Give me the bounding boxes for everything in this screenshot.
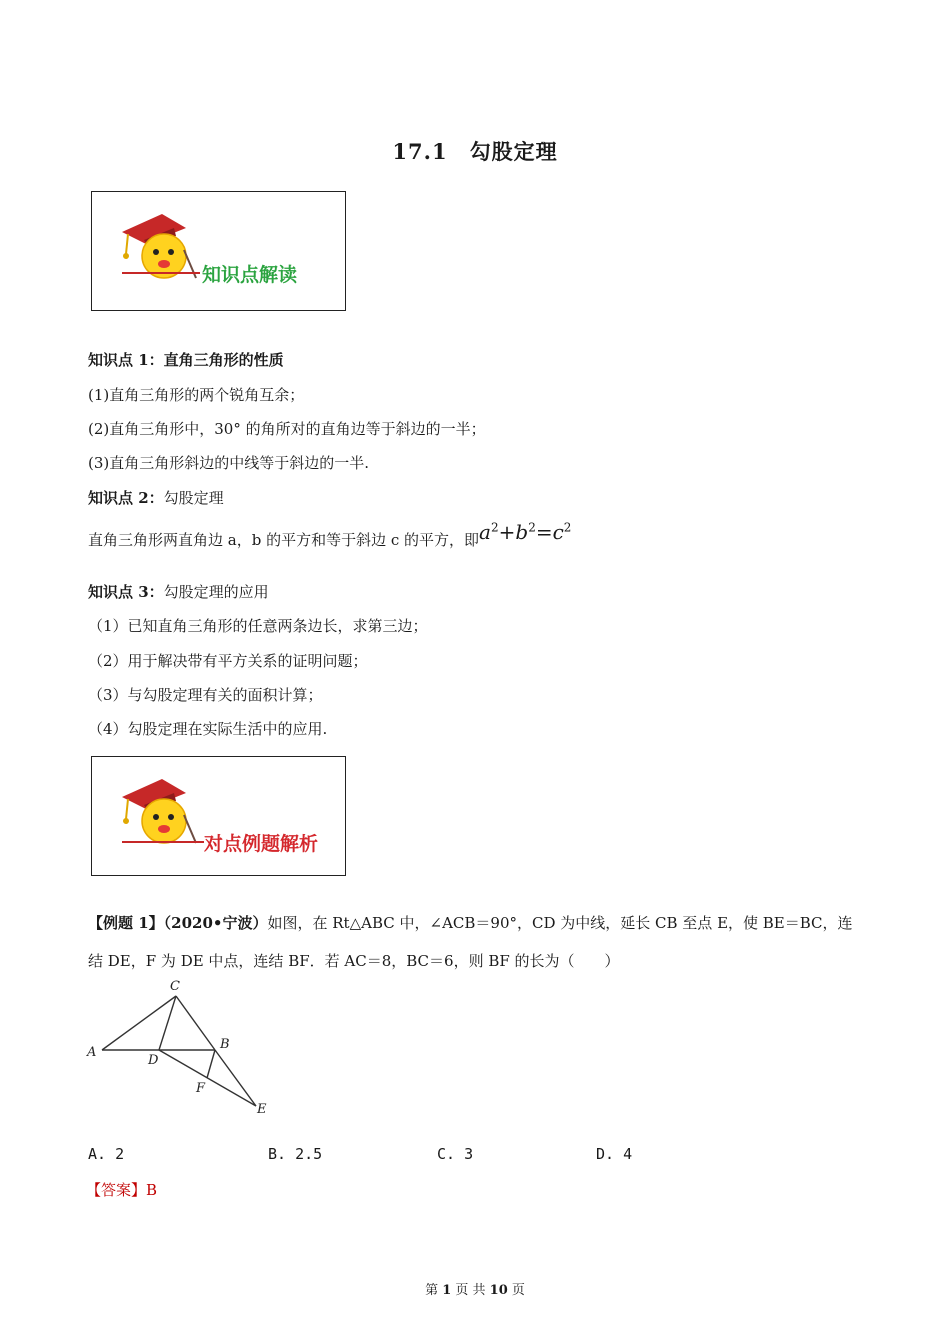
- kp1-heading: 知识点 1：直角三角形的性质: [88, 351, 284, 369]
- badge-label: 对点例题解析: [204, 833, 319, 855]
- point-label: C: [170, 979, 180, 994]
- kp2-sentence: 直角三角形两直角边 a，b 的平方和等于斜边 c 的平方，即: [88, 531, 480, 549]
- example-text: 如图，在 Rt△ABC 中，∠ACB＝90°，CD 为中线，延长 CB 至点 E，使 BE＝BC，连: [267, 914, 853, 932]
- option-a: A. 2: [88, 1145, 125, 1163]
- example-line-1: [88, 912, 853, 933]
- option-c: C. 3: [437, 1145, 474, 1163]
- list-item: (2)直角三角形中，30° 的角所对的直角边等于斜边的一半；: [88, 420, 486, 438]
- kp2-label-rest: 勾股定理: [163, 489, 224, 507]
- option-b: B. 2.5: [268, 1145, 323, 1163]
- page-total: 10: [489, 1283, 508, 1298]
- list-item: （2）用于解决带有平方关系的证明问题；: [88, 652, 368, 670]
- answer-tag: 【答案】: [86, 1181, 147, 1199]
- answer-value: B: [146, 1181, 158, 1199]
- page-footer: 第 1 页 共 10 页: [425, 1283, 525, 1298]
- mascot-icon: [114, 206, 204, 286]
- page-number: 1: [442, 1283, 452, 1298]
- list-item: (1)直角三角形的两个锐角互余；: [88, 386, 305, 404]
- kp3-heading: [88, 581, 269, 602]
- section-badge-examples: [91, 756, 346, 876]
- answer: [86, 1179, 157, 1200]
- point-label: E: [257, 1102, 267, 1117]
- list-item: （4）勾股定理在实际生活中的应用.: [88, 720, 328, 738]
- example-line-2: 结 DE，F 为 DE 中点，连结 BF．若 AC＝8，BC＝6，则 BF 的长为（ ）: [88, 952, 620, 970]
- list-item: (3)直角三角形斜边的中线等于斜边的一半.: [88, 454, 370, 472]
- point-label: B: [220, 1037, 230, 1052]
- kp2-heading: [88, 487, 224, 508]
- list-item: （1）已知直角三角形的任意两条边长，求第三边；: [88, 617, 428, 635]
- triangle-figure: [84, 976, 284, 1122]
- badge-label: 知识点解读: [202, 264, 298, 286]
- badge-underline: [122, 272, 200, 274]
- point-label: D: [148, 1053, 159, 1068]
- mascot-icon: [114, 771, 204, 851]
- kp3-label-rest: 勾股定理的应用: [163, 583, 269, 601]
- example-tag: 【例题 1】（2020•宁波）: [88, 914, 268, 932]
- point-label: A: [87, 1045, 97, 1060]
- point-label: F: [196, 1081, 206, 1096]
- kp3-label: 知识点 3：: [88, 583, 164, 601]
- badge-underline: [122, 841, 204, 843]
- kp2-label: 知识点 2：: [88, 489, 164, 507]
- option-d: D. 4: [596, 1145, 633, 1163]
- list-item: （3）与勾股定理有关的面积计算；: [88, 686, 323, 704]
- section-badge-knowledge: [91, 191, 346, 311]
- pythagorean-formula: $a^2+b^2=c^2$: [479, 520, 572, 544]
- kp2-text: [88, 520, 572, 549]
- page-title: 17.1 勾股定理: [392, 139, 558, 164]
